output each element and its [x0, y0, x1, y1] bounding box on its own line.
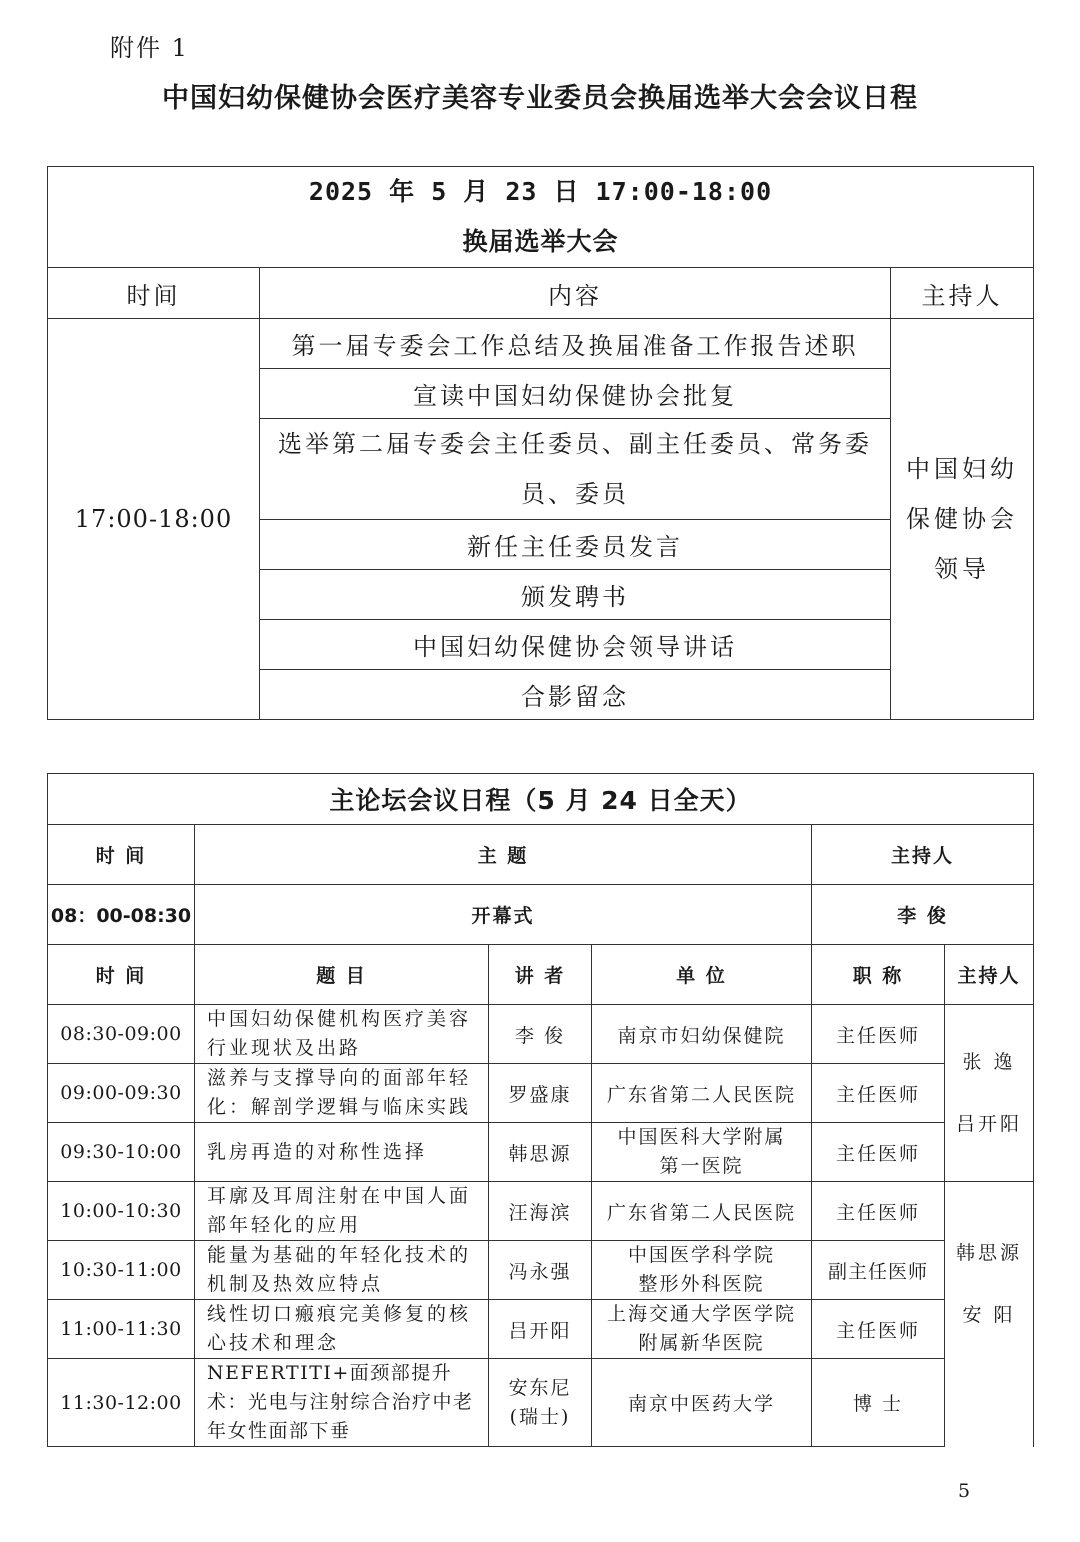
header-host: 主持人: [812, 825, 1034, 885]
session-speaker: 冯永强: [489, 1241, 592, 1300]
agenda-item: 新任主任委员发言: [260, 520, 891, 570]
agenda-item: 第一届专委会工作总结及换届准备工作报告述职: [260, 319, 891, 369]
header-title: 职 称: [812, 945, 945, 1005]
session-topic: 耳廓及耳周注射在中国人面部年轻化的应用: [195, 1182, 489, 1241]
unit-line: 整形外科医院: [638, 1273, 765, 1295]
header-unit: 单 位: [592, 945, 812, 1005]
unit-line: 上海交通大学医学院: [606, 1303, 796, 1325]
session-time: 08:30-09:00: [48, 1005, 195, 1064]
session-title: 主任医师: [812, 1182, 945, 1241]
election-time: 17:00-18:00: [48, 319, 260, 720]
host-line: 保健协会: [906, 505, 1019, 533]
document-title: 中国妇幼保健协会医疗美容专业委员会换届选举大会会议日程: [162, 83, 918, 114]
election-date-time: 2025 年 5 月 23 日 17:00-18:00: [308, 177, 773, 206]
session-unit: 广东省第二人民医院: [592, 1064, 812, 1123]
header-session-host: 主持人: [945, 945, 1034, 1005]
speaker-line: 安东尼: [508, 1376, 572, 1399]
session-time: 09:30-10:00: [48, 1123, 195, 1182]
opening-time: 08：00-08:30: [48, 885, 195, 945]
column-header-time: 时间: [48, 268, 260, 319]
session-topic: NEFERTITI+面颈部提升术：光电与注射综合治疗中老年女性面部下垂: [195, 1359, 489, 1447]
session-title: 主任医师: [812, 1064, 945, 1123]
header-session-time: 时 间: [48, 945, 195, 1005]
session-unit: 南京中医药大学: [592, 1359, 812, 1447]
session-title: 主任医师: [812, 1005, 945, 1064]
session-topic: 线性切口瘢痕完美修复的核心技术和理念: [195, 1300, 489, 1359]
session-row: [48, 1182, 1034, 1241]
session-row: [48, 1241, 1034, 1300]
session-speaker: [489, 1359, 592, 1447]
host-line: 吕开阳: [956, 1113, 1023, 1135]
attachment-label: 附件 1: [110, 34, 189, 62]
session-time: 10:30-11:00: [48, 1241, 195, 1300]
header-topic: 题 目: [195, 945, 489, 1005]
session-speaker: 汪海滨: [489, 1182, 592, 1241]
session-row: [48, 1005, 1034, 1064]
session-time: 11:30-12:00: [48, 1359, 195, 1447]
opening-theme: 开幕式: [195, 885, 812, 945]
opening-host: 李 俊: [812, 885, 1034, 945]
header-theme: 主 题: [195, 825, 812, 885]
column-header-host: 主持人: [891, 268, 1034, 319]
session-time: 10:00-10:30: [48, 1182, 195, 1241]
election-header: [48, 167, 1034, 268]
header-speaker: 讲 者: [489, 945, 592, 1005]
session-time: 11:00-11:30: [48, 1300, 195, 1359]
session-title: 博 士: [812, 1359, 945, 1447]
session-speaker: 罗盛康: [489, 1064, 592, 1123]
session-row: [48, 1359, 1034, 1447]
session-unit: [592, 1241, 812, 1300]
agenda-item: 颁发聘书: [260, 570, 891, 620]
host-line: 张 逸: [962, 1051, 1016, 1073]
column-header-content: 内容: [260, 268, 891, 319]
election-host: [891, 319, 1034, 720]
speaker-line: (瑞士): [509, 1405, 571, 1428]
election-meeting-name: 换届选举大会: [462, 227, 619, 256]
session-host-group: [945, 1182, 1034, 1447]
unit-line: 中国医学科学院: [627, 1244, 775, 1266]
session-time: 09:00-09:30: [48, 1064, 195, 1123]
page-number: 5: [958, 1480, 971, 1502]
host-line: 安 阳: [962, 1304, 1016, 1326]
main-forum-table: [47, 773, 1034, 1447]
session-unit: [592, 1300, 812, 1359]
host-line: 中国妇幼: [906, 455, 1019, 483]
session-topic: 能量为基础的年轻化技术的机制及热效应特点: [195, 1241, 489, 1300]
agenda-item: 中国妇幼保健协会领导讲话: [260, 620, 891, 670]
session-unit: 广东省第二人民医院: [592, 1182, 812, 1241]
session-speaker: 韩思源: [489, 1123, 592, 1182]
session-title: 主任医师: [812, 1123, 945, 1182]
header-time: 时 间: [48, 825, 195, 885]
session-topic: 中国妇幼保健机构医疗美容行业现状及出路: [195, 1005, 489, 1064]
session-title: 副主任医师: [812, 1241, 945, 1300]
session-row: [48, 1064, 1034, 1123]
session-unit: [592, 1123, 812, 1182]
session-speaker: 吕开阳: [489, 1300, 592, 1359]
election-meeting-table: [47, 166, 1034, 720]
session-row: [48, 1300, 1034, 1359]
unit-line: 中国医科大学附属: [617, 1126, 786, 1148]
session-speaker: 李 俊: [489, 1005, 592, 1064]
host-line: 领导: [934, 555, 991, 583]
main-forum-title: 主论坛会议日程（5 月 24 日全天）: [48, 774, 1034, 825]
session-host-group: [945, 1005, 1034, 1182]
unit-line: 附属新华医院: [638, 1332, 765, 1354]
session-row: [48, 1123, 1034, 1182]
agenda-item: 选举第二届专委会主任委员、副主任委员、常务委员、委员: [260, 419, 891, 520]
session-topic: 乳房再造的对称性选择: [195, 1123, 489, 1182]
session-title: 主任医师: [812, 1300, 945, 1359]
agenda-item: 宣读中国妇幼保健协会批复: [260, 369, 891, 419]
unit-line: 第一医院: [659, 1155, 744, 1177]
agenda-item: 合影留念: [260, 670, 891, 720]
host-line: 韩思源: [956, 1242, 1023, 1264]
session-topic: 滋养与支撑导向的面部年轻化：解剖学逻辑与临床实践: [195, 1064, 489, 1123]
session-unit: 南京市妇幼保健院: [592, 1005, 812, 1064]
